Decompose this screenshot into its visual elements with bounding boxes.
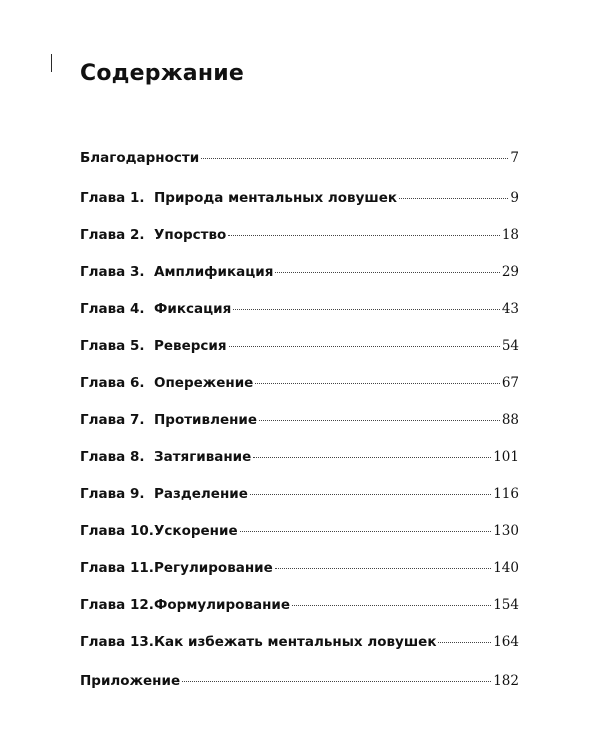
- dot-leader: [292, 604, 491, 606]
- chapter-number: Глава 7.: [80, 411, 145, 428]
- toc-entry-chapter-2[interactable]: [80, 219, 519, 251]
- chapter-number: Глава 10.: [80, 522, 154, 539]
- toc-page-number: 154: [493, 596, 519, 613]
- chapter-number: Глава 8.: [80, 448, 145, 465]
- toc-entry-label: [80, 330, 227, 362]
- dot-leader: [438, 641, 491, 643]
- toc-page-number: 29: [501, 263, 519, 280]
- toc-entry-chapter-5[interactable]: [80, 330, 519, 362]
- dot-leader: [255, 382, 500, 384]
- toc-entry-label: [80, 552, 273, 584]
- toc-page-number: 18: [501, 226, 519, 243]
- chapter-title: Противление: [154, 411, 258, 428]
- chapter-title: Как избежать ментальных ловушек: [154, 633, 437, 650]
- toc-entry-label: Приложение: [80, 673, 181, 689]
- chapter-title: Амплификация: [154, 263, 274, 280]
- toc-page-number: 101: [493, 448, 519, 465]
- dot-leader: [229, 345, 500, 347]
- chapter-number: Глава 13.: [80, 633, 154, 650]
- chapter-title: Разделение: [154, 485, 248, 502]
- chapter-number: Глава 9.: [80, 485, 145, 502]
- toc-entry-label: [80, 367, 253, 399]
- toc-entry-chapter-6[interactable]: [80, 367, 519, 399]
- toc-entry-chapter-10[interactable]: [80, 515, 519, 547]
- dot-leader: [182, 680, 491, 682]
- dot-leader: [253, 456, 491, 458]
- chapter-number: Глава 5.: [80, 337, 145, 354]
- toc-entry-chapter-8[interactable]: [80, 441, 519, 473]
- toc-entry-label: [80, 182, 397, 214]
- chapter-title: Упорство: [154, 226, 227, 243]
- toc-page-number: 182: [493, 673, 519, 689]
- toc-entry-appendix[interactable]: [80, 665, 519, 697]
- chapter-number: Глава 6.: [80, 374, 145, 391]
- chapter-number: Глава 4.: [80, 300, 145, 317]
- toc-page-number: 140: [493, 559, 519, 576]
- toc-entry-chapter-9[interactable]: [80, 478, 519, 510]
- toc-entry-acknowledgements[interactable]: [80, 142, 519, 174]
- toc-entry-label: [80, 293, 231, 325]
- chapter-number: Глава 2.: [80, 226, 145, 243]
- toc-entry-chapter-7[interactable]: [80, 404, 519, 436]
- toc-entry-chapter-13[interactable]: [80, 626, 519, 658]
- dot-leader: [259, 419, 500, 421]
- toc-page-number: 43: [501, 300, 519, 317]
- toc-entry-chapter-11[interactable]: [80, 552, 519, 584]
- toc-entry-chapter-4[interactable]: [80, 293, 519, 325]
- toc-page-number: 116: [493, 485, 519, 502]
- toc-entry-label: [80, 404, 257, 436]
- chapter-title: Формулирование: [154, 596, 291, 613]
- toc-entry-chapter-1[interactable]: [80, 182, 519, 214]
- toc-page-number: 7: [510, 150, 519, 166]
- toc-entry-chapter-12[interactable]: [80, 589, 519, 621]
- chapter-title: Природа ментальных ловушек: [154, 189, 398, 206]
- toc-page-number: 88: [501, 411, 519, 428]
- toc-page-number: 67: [501, 374, 519, 391]
- toc-entry-label: Благодарности: [80, 150, 200, 166]
- toc-page-number: 9: [510, 189, 519, 206]
- toc-entry-label: [80, 256, 273, 288]
- toc-entry-label: [80, 441, 251, 473]
- chapter-number: Глава 3.: [80, 263, 145, 280]
- chapter-number: Глава 12.: [80, 596, 154, 613]
- toc-page-number: 164: [493, 633, 519, 650]
- chapter-title: Ускорение: [154, 522, 238, 539]
- toc-entry-label: [80, 626, 436, 658]
- toc-entry-label: [80, 589, 290, 621]
- toc-entry-label: [80, 515, 238, 547]
- toc-entry-label: [80, 478, 248, 510]
- dot-leader: [228, 234, 499, 236]
- dot-leader: [399, 197, 508, 199]
- page-edge-mark: [51, 54, 52, 72]
- chapter-title: Реверсия: [154, 337, 227, 354]
- page-title: Содержание: [80, 61, 244, 86]
- toc-page-number: 54: [501, 337, 519, 354]
- chapter-number: Глава 1.: [80, 189, 145, 206]
- dot-leader: [233, 308, 500, 310]
- toc-entry-label: [80, 219, 226, 251]
- chapter-title: Фиксация: [154, 300, 232, 317]
- dot-leader: [201, 157, 508, 159]
- chapter-number: Глава 11.: [80, 559, 154, 576]
- chapter-title: Опережение: [154, 374, 254, 391]
- dot-leader: [275, 567, 491, 569]
- chapter-title: Регулирование: [154, 559, 273, 576]
- toc-page-number: 130: [493, 522, 519, 539]
- dot-leader: [250, 493, 491, 495]
- toc-entry-chapter-3[interactable]: [80, 256, 519, 288]
- chapter-title: Затягивание: [154, 448, 252, 465]
- dot-leader: [240, 530, 492, 532]
- dot-leader: [275, 271, 499, 273]
